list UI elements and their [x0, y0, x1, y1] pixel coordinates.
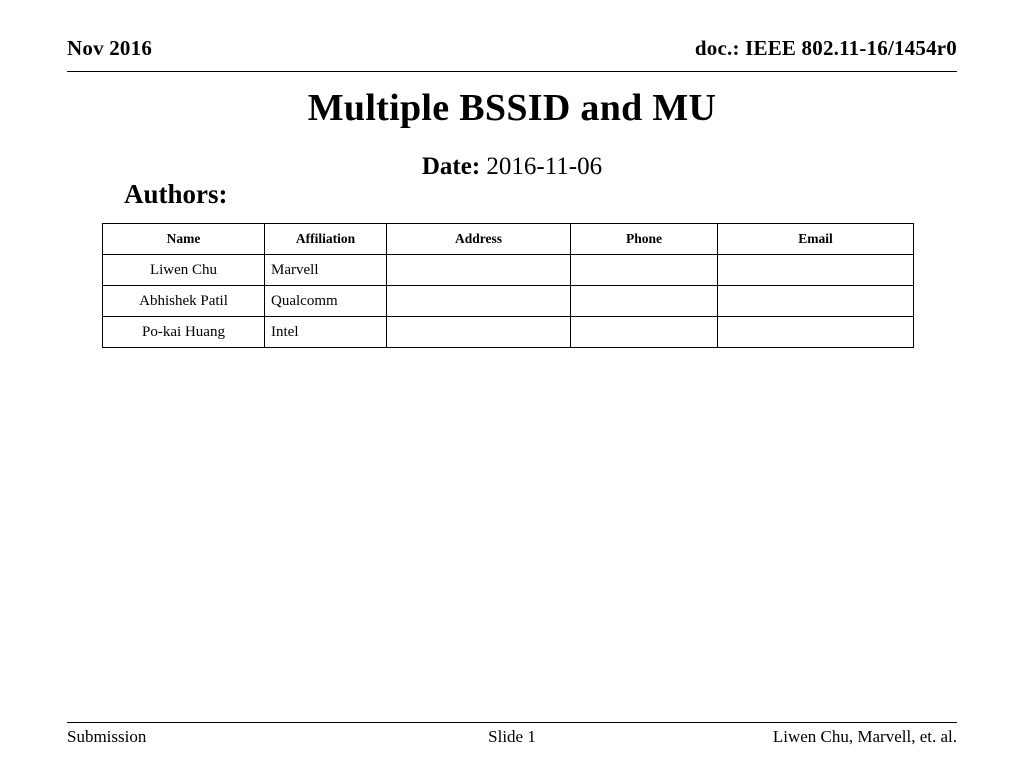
slide-header	[67, 36, 957, 70]
cell-affiliation: Marvell	[265, 255, 387, 286]
cell-name: Liwen Chu	[103, 255, 265, 286]
cell-address	[387, 286, 571, 317]
presentation-date	[0, 153, 1024, 181]
cell-email	[718, 286, 914, 317]
slide-footer	[67, 727, 957, 751]
authors-heading: Authors:	[124, 179, 228, 209]
column-header-email: Email	[718, 224, 914, 255]
footer-divider	[67, 722, 957, 723]
cell-email	[718, 317, 914, 348]
cell-address	[387, 317, 571, 348]
authors-table	[102, 223, 914, 348]
date-value: 2016-11-06	[486, 153, 603, 180]
cell-name: Po-kai Huang	[103, 317, 265, 348]
column-header-address: Address	[387, 224, 571, 255]
cell-phone	[571, 317, 718, 348]
header-date: Nov 2016	[67, 36, 153, 60]
header-divider	[67, 71, 957, 72]
cell-name: Abhishek Patil	[103, 286, 265, 317]
cell-phone	[571, 255, 718, 286]
footer-submission: Submission	[67, 727, 147, 746]
column-header-phone: Phone	[571, 224, 718, 255]
footer-authors: Liwen Chu, Marvell, et. al.	[772, 727, 957, 746]
column-header-name: Name	[103, 224, 265, 255]
cell-affiliation: Intel	[265, 317, 387, 348]
cell-address	[387, 255, 571, 286]
table-header-row	[103, 224, 914, 255]
column-header-affiliation: Affiliation	[265, 224, 387, 255]
table-row	[103, 317, 914, 348]
date-label: Date:	[421, 153, 481, 180]
table-row	[103, 286, 914, 317]
header-document-number: doc.: IEEE 802.11-16/1454r0	[694, 36, 957, 60]
footer-slide-number: Slide 1	[488, 727, 536, 746]
cell-email	[718, 255, 914, 286]
cell-phone	[571, 286, 718, 317]
page-title: Multiple BSSID and MU	[307, 87, 717, 129]
table-row	[103, 255, 914, 286]
cell-affiliation: Qualcomm	[265, 286, 387, 317]
